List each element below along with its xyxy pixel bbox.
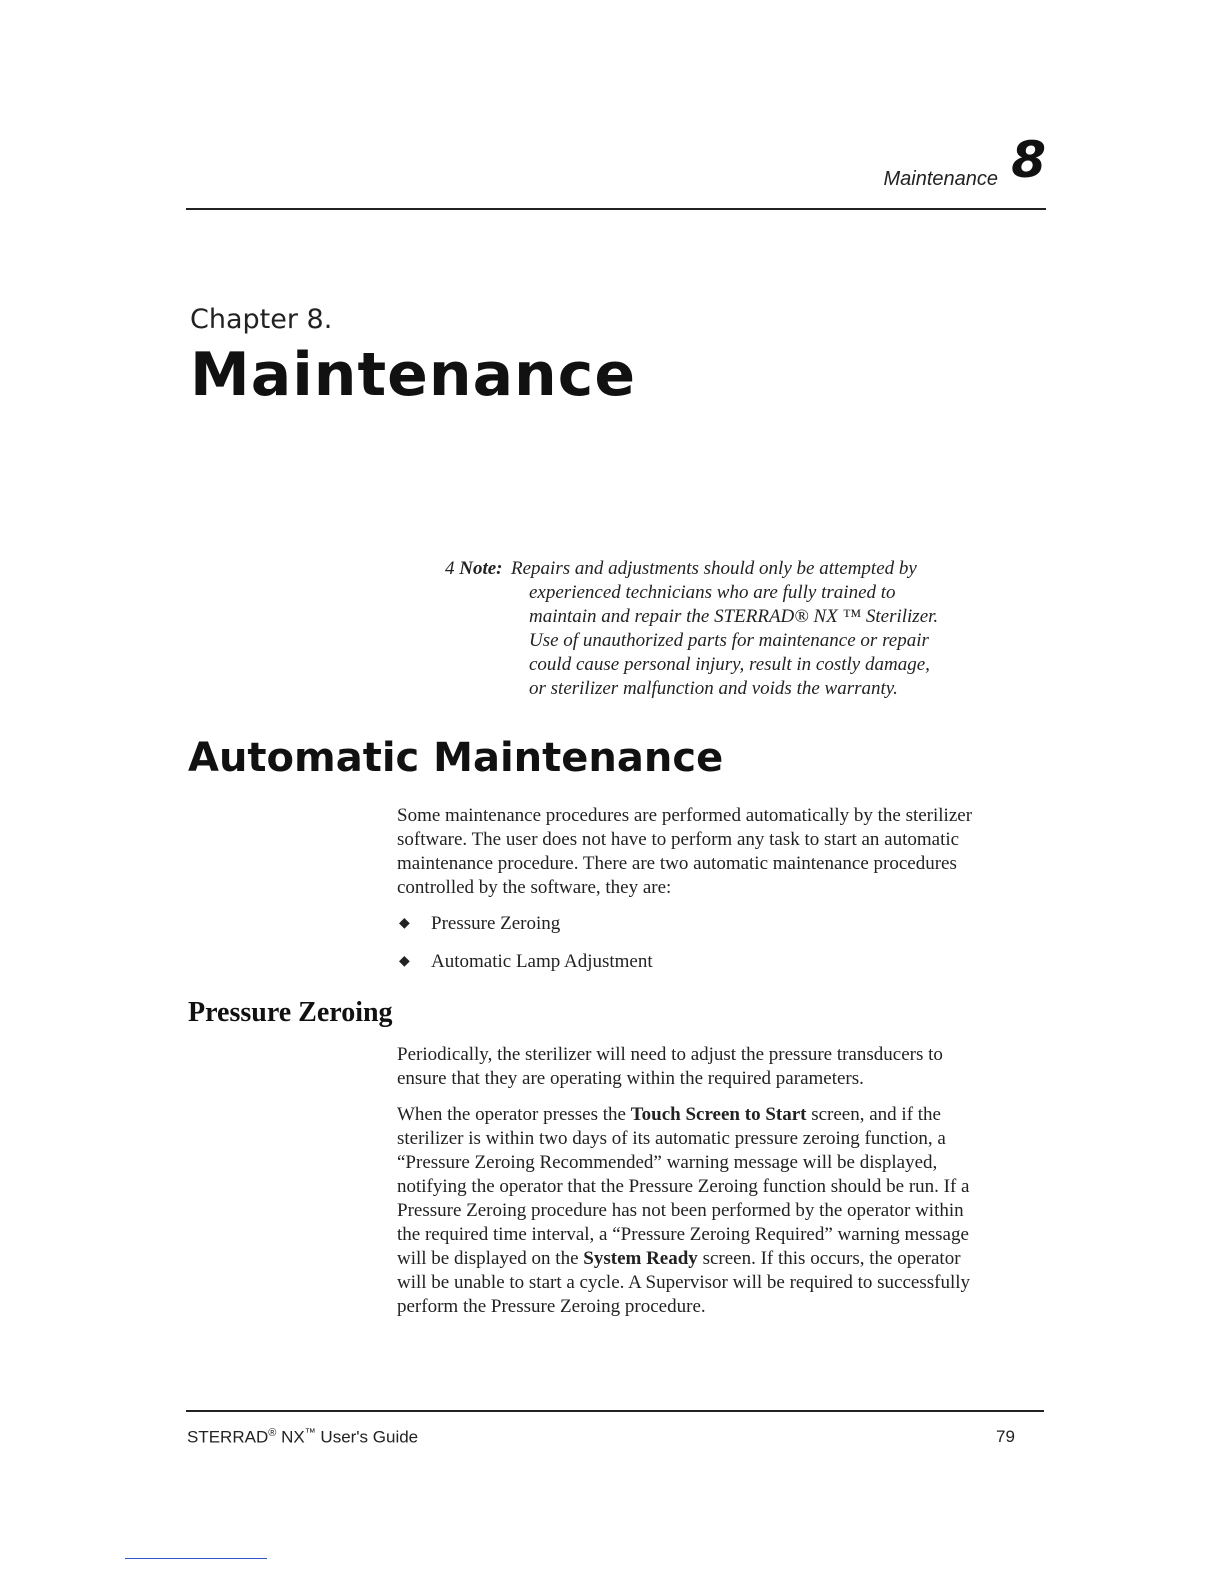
footer-rule — [186, 1410, 1044, 1412]
chapter-title: Maintenance — [190, 340, 637, 410]
automatic-maintenance-list — [397, 912, 997, 988]
running-header-title: Maintenance — [883, 168, 998, 190]
footer-text: STERRAD — [187, 1427, 269, 1447]
paragraph-line: “Pressure Zeroing Recommended” warning message will be displayed, — [397, 1152, 938, 1173]
intro-line: Some maintenance procedures are performed automatically by the sterilizer — [397, 805, 973, 826]
paragraph-line: ensure that they are operating within the required parameters. — [397, 1068, 864, 1089]
automatic-maintenance-intro — [397, 804, 1047, 900]
diamond-bullet-icon: ◆ — [399, 954, 410, 969]
intro-line: maintenance procedure. There are two automatic maintenance procedures — [397, 853, 957, 874]
note-line: or sterilizer malfunction and voids the warranty. — [529, 678, 898, 699]
trademark-mark: ™ — [304, 1427, 316, 1439]
bold-term-system-ready: System Ready — [583, 1248, 698, 1269]
paragraph-line: Pressure Zeroing procedure has not been performed by the operator within — [397, 1200, 964, 1221]
footer-text: NX — [276, 1427, 305, 1447]
list-item — [397, 912, 997, 950]
intro-line: controlled by the software, they are: — [397, 877, 672, 898]
note-label — [445, 557, 511, 581]
paragraph-line: notifying the operator that the Pressure Zeroing function should be run. If a — [397, 1176, 970, 1197]
pressure-zeroing-paragraph-1 — [397, 1043, 1047, 1091]
paragraph-line: perform the Pressure Zeroing procedure. — [397, 1296, 706, 1317]
running-header-chapter-number: 8 — [1011, 131, 1046, 189]
footer-guide-name — [187, 1427, 418, 1448]
registered-mark: ® — [268, 1427, 277, 1439]
note-line: could cause personal injury, result in costly damage, — [529, 654, 930, 675]
note-line: Use of unauthorized parts for maintenance or repair — [529, 630, 929, 651]
paragraph-line: Periodically, the sterilizer will need to adjust the pressure transducers to — [397, 1044, 943, 1065]
intro-line: software. The user does not have to perform any task to start an automatic — [397, 829, 960, 850]
running-header — [186, 130, 1046, 210]
page-number: 79 — [996, 1427, 1015, 1446]
list-item-label: Pressure Zeroing — [431, 913, 561, 934]
list-item-label: Automatic Lamp Adjustment — [431, 951, 653, 972]
text-run: screen, and if the — [806, 1104, 941, 1125]
text-run: When the operator presses the — [397, 1104, 631, 1125]
list-item — [397, 950, 997, 988]
subheading-pressure-zeroing: Pressure Zeroing — [188, 997, 393, 1028]
text-run: will be displayed on the — [397, 1248, 584, 1269]
header-rule — [186, 208, 1046, 210]
note-prefix: 4 — [445, 558, 455, 579]
paragraph-line: sterilizer is within two days of its automatic pressure zeroing function, a — [397, 1128, 946, 1149]
paragraph-line: the required time interval, a “Pressure Zeroing Required” warning message — [397, 1224, 969, 1245]
bold-term-touch-screen-to-start: Touch Screen to Start — [630, 1104, 807, 1125]
paragraph-line: will be unable to start a cycle. A Supervisor will be required to successfully — [397, 1272, 971, 1293]
chapter-label: Chapter 8. — [190, 304, 333, 335]
paragraph-line — [397, 1247, 1047, 1271]
text-run: screen. If this occurs, the operator — [697, 1248, 961, 1269]
footer-text: User's Guide — [315, 1427, 419, 1447]
section-heading-automatic-maintenance: Automatic Maintenance — [188, 735, 724, 781]
note-line: Repairs and adjustments should only be attempted by — [511, 558, 917, 579]
note-line: maintain and repair the STERRAD® NX ™ Sterilizer. — [529, 606, 939, 627]
paragraph-line — [397, 1103, 1047, 1127]
note-text — [511, 557, 981, 701]
note-label-text: Note: — [459, 558, 503, 579]
pressure-zeroing-paragraph-2 — [397, 1103, 1047, 1319]
bottom-link-underline — [125, 1558, 267, 1559]
diamond-bullet-icon: ◆ — [399, 916, 410, 931]
note-line: experienced technicians who are fully trained to — [529, 582, 896, 603]
